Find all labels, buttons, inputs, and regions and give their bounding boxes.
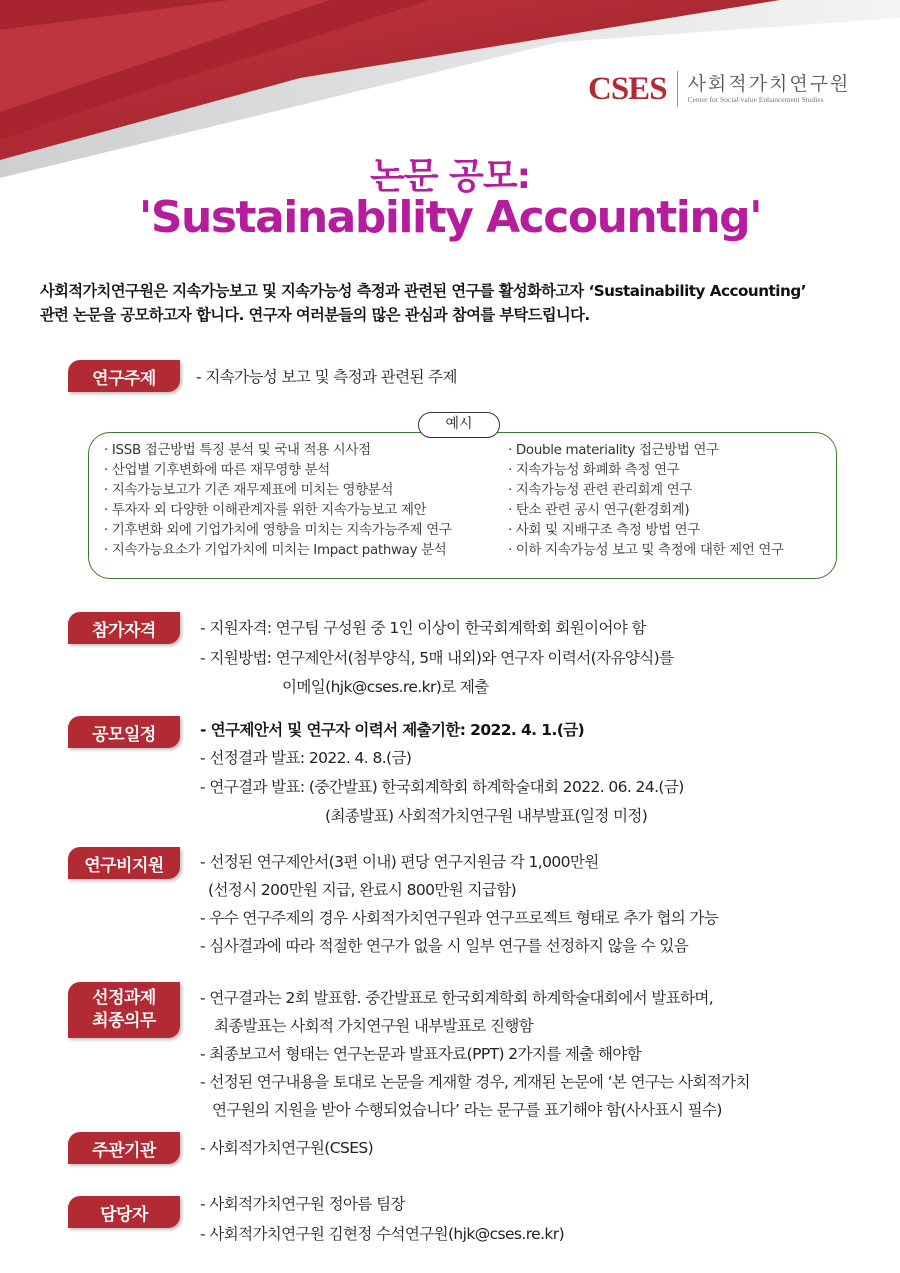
funding-line-3: - 우수 연구주제의 경우 사회적가치연구원과 연구프로젝트 형태로 추가 협의 가능: [200, 909, 719, 927]
funding-label: 연구비지원: [68, 847, 180, 879]
schedule-label: 공모일정: [68, 716, 180, 748]
obligations-label-line-2: 최종의무: [92, 1011, 156, 1031]
example-left-1: · ISSB 접근방법 특징 분석 및 국내 적용 시사점: [104, 443, 371, 458]
eligibility-label: 참가자격: [68, 612, 180, 644]
logo-divider: [677, 71, 678, 107]
schedule-line-4: (최종발표) 사회적가치연구원 내부발표(일정 미정): [325, 807, 648, 825]
obligations-line-3: - 최종보고서 형태는 연구논문과 발표자료(PPT) 2가지를 제출 해야함: [200, 1045, 642, 1063]
obligations-label: [68, 982, 180, 1038]
intro-text: [40, 279, 870, 327]
contact-label: 담당자: [68, 1196, 180, 1228]
example-right-3: · 지속가능성 관련 관리회계 연구: [508, 483, 693, 498]
examples-tag: 예시: [418, 412, 500, 438]
example-left-3: · 지속가능보고가 기존 재무제표에 미치는 영향분석: [104, 483, 394, 498]
obligations-line-4: - 선정된 연구내용을 토대로 논문을 게재할 경우, 게재된 논문에 ‘본 연구는 사회적가치: [200, 1073, 750, 1091]
logo-mark: CSES: [588, 70, 667, 107]
schedule-line-3: - 연구결과 발표: (중간발표) 한국회계학회 하계학술대회 2022. 06. 24.(금): [200, 778, 684, 796]
example-left-2: · 산업별 기후변화에 따른 재무영향 분석: [104, 463, 330, 478]
funding-line-2: (선정시 200만원 지급, 완료시 800만원 지급함): [208, 881, 517, 899]
host-label: 주관기관: [68, 1132, 180, 1164]
contact-line-1: - 사회적가치연구원 정아름 팀장: [200, 1195, 405, 1213]
title-line-1: 논문 공모:: [369, 156, 531, 197]
eligibility-line-2: - 지원방법: 연구제안서(첨부양식, 5매 내외)와 연구자 이력서(자유양식)를: [200, 649, 674, 667]
schedule-line-1: - 연구제안서 및 연구자 이력서 제출기한: 2022. 4. 1.(금): [200, 721, 585, 739]
logo-name-en: Center for Social value Enhancement Studies: [687, 95, 824, 104]
example-right-1: · Double materiality 접근방법 연구: [508, 443, 719, 458]
funding-line-4: - 심사결과에 따라 적절한 연구가 없을 시 일부 연구를 선정하지 않을 수 있음: [200, 937, 689, 955]
funding-line-1: - 선정된 연구제안서(3편 이내) 편당 연구지원금 각 1,000만원: [200, 853, 599, 871]
obligations-line-1: - 연구결과는 2회 발표함. 중간발표로 한국회계학회 하계학술대회에서 발표하며,: [200, 989, 714, 1007]
example-right-5: · 사회 및 지배구조 측정 방법 연구: [508, 523, 700, 538]
example-right-6: · 이하 지속가능성 보고 및 측정에 대한 제언 연구: [508, 543, 784, 558]
logo-name-kr: 사회적가치연구원: [687, 73, 851, 95]
example-left-4: · 투자자 외 다양한 이해관계자를 위한 지속가능보고 제안: [104, 503, 427, 518]
example-left-5: · 기후변화 외에 기업가치에 영향을 미치는 지속가능주제 연구: [104, 523, 452, 538]
logo-text: [688, 73, 851, 105]
topic-line-1: - 지속가능성 보고 및 측정과 관련된 주제: [196, 368, 457, 386]
schedule-line-2: - 선정결과 발표: 2022. 4. 8.(금): [200, 749, 412, 767]
intro-line-2: 관련 논문을 공모하고자 합니다. 연구자 여러분들의 많은 관심과 참여를 부탁드립니다.: [40, 306, 590, 324]
example-right-4: · 탄소 관련 공시 연구(환경회계): [508, 503, 690, 518]
example-left-6: · 지속가능요소가 기업가치에 미치는 Impact pathway 분석: [104, 543, 447, 558]
obligations-line-5: 연구원의 지원을 받아 수행되었습니다’ 라는 문구를 표기해야 함(사사표시 필수): [212, 1101, 722, 1119]
obligations-line-2: 최종발표는 사회적 가치연구원 내부발표로 진행함: [214, 1017, 534, 1035]
eligibility-line-3: 이메일(hjk@cses.re.kr)로 제출: [282, 678, 489, 696]
contact-line-2: - 사회적가치연구원 김현정 수석연구원(hjk@cses.re.kr): [200, 1225, 565, 1243]
topic-label: 연구주제: [68, 360, 180, 392]
title-line-2: 'Sustainability Accounting': [138, 192, 762, 243]
eligibility-line-1: - 지원자격: 연구팀 구성원 중 1인 이상이 한국회계학회 회원이어야 함: [200, 619, 646, 637]
cses-logo: [588, 68, 850, 110]
obligations-label-line-1: 선정과제: [92, 988, 156, 1008]
intro-line-1: 사회적가치연구원은 지속가능보고 및 지속가능성 측정과 관련된 연구를 활성화하고자 ‘Sustainability Accounting’: [40, 282, 806, 300]
host-line-1: - 사회적가치연구원(CSES): [200, 1139, 374, 1157]
example-right-2: · 지속가능성 화폐화 측정 연구: [508, 463, 680, 478]
